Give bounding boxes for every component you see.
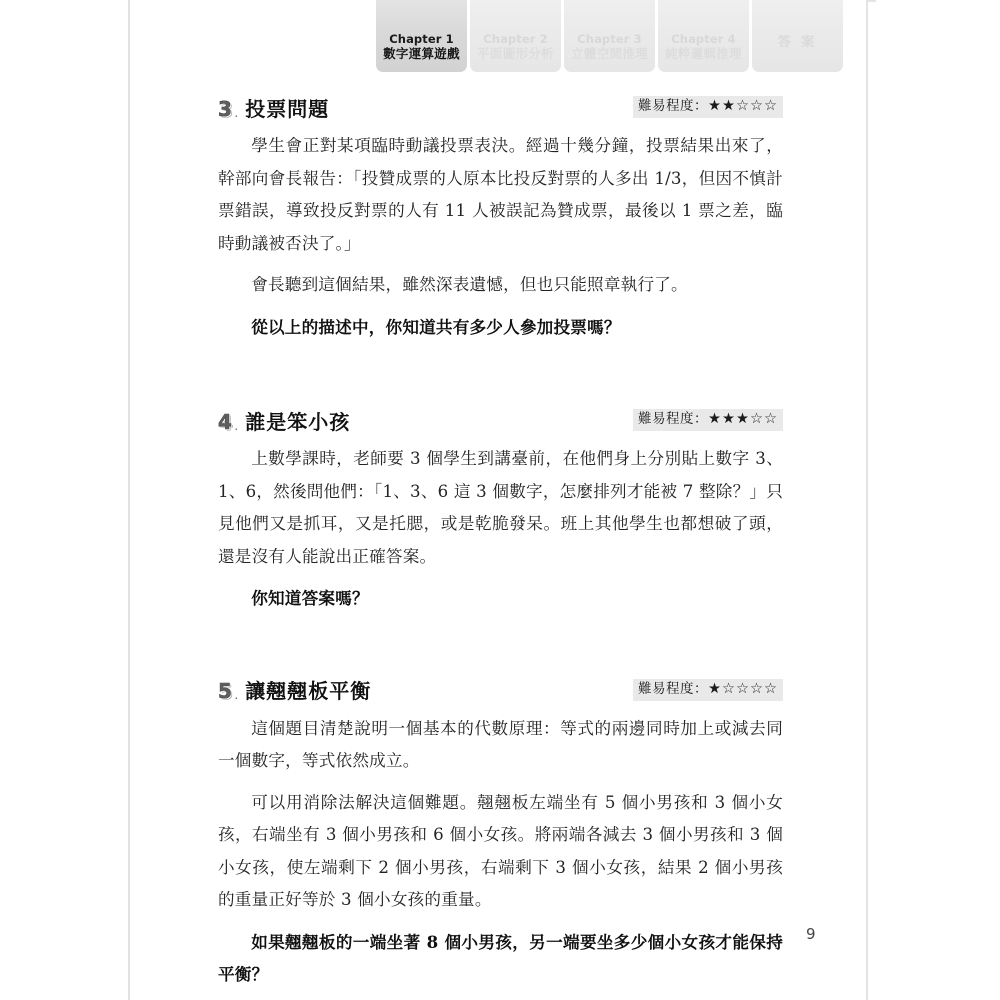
problem-3-paragraph-2: 會長聽到這個結果，雖然深表遺憾，但也只能照章執行了。 [251, 275, 688, 294]
problem-3-question: 從以上的描述中，你知道共有多少人參加投票嗎？ [251, 316, 621, 337]
tab-chapter-4-en: Chapter 4 [671, 32, 736, 46]
problem-4-question: 你知道答案嗎？ [251, 588, 369, 608]
problem-3-difficulty-label: 難易程度： [638, 98, 708, 114]
problem-5-difficulty-stars: ★☆☆☆☆ [708, 680, 778, 697]
problem-3-difficulty-badge [633, 96, 783, 118]
problem-3 [218, 92, 783, 343]
problem-4-title-wrap [218, 406, 350, 435]
problem-3-title-wrap [218, 93, 329, 122]
chapter-tab-strip [376, 0, 843, 72]
problem-5-title: 讓翹翹板平衡 [245, 679, 372, 703]
page-outer-edge [866, 0, 868, 1000]
tab-chapter-1-en: Chapter 1 [389, 32, 454, 46]
problem-3-number: 3 [218, 96, 233, 121]
problem-4-difficulty-stars: ★★★☆☆ [708, 411, 778, 427]
problem-4-number: 4 [218, 409, 233, 434]
problem-4-title: 誰是笨小孩 [245, 409, 351, 434]
tab-chapter-1[interactable] [376, 0, 467, 72]
tab-chapter-3-zh: 立體空間推理 [571, 46, 648, 61]
problem-5-number-dot: . [234, 688, 239, 702]
problem-5-paragraph-2: 可以用消除法解決這個難題。翹翹板左端坐有 5 個小男孩和 3 個小女孩，右端坐有 3 個小男孩和 6 個小女孩。將兩端各減去 3 個小男孩和 3 個小女孩，使左端剩下 2 個小男孩，右端剩下 3 個小女孩，結果 2 個小男孩的重量正好等於 3 個小女孩的重量。 [218, 792, 783, 909]
problem-5 [218, 675, 783, 991]
page-number: 9 [806, 925, 816, 943]
problem-4-number-dot: . [234, 418, 239, 433]
problem-5-title-wrap [218, 675, 371, 704]
tab-chapter-4-zh: 純粹邏輯推理 [665, 46, 742, 61]
problem-5-question: 如果翹翹板的一端坐著 8 個小男孩，另一端要坐多少個小女孩才能保持平衡？ [218, 931, 783, 984]
tab-chapter-4[interactable] [658, 0, 749, 72]
tab-chapter-1-zh: 數字運算遊戲 [383, 46, 460, 61]
problem-4-difficulty-badge [633, 409, 783, 431]
problem-3-title: 投票問題 [245, 96, 330, 121]
tab-chapter-2-zh: 平面圖形分析 [477, 46, 554, 61]
problem-5-paragraph-1: 這個題目清楚說明一個基本的代數原理：等式的兩邊同時加上或減去同一個數字，等式依然成立。 [218, 718, 783, 770]
tab-answers-zh: 答 案 [777, 35, 818, 50]
problem-4 [218, 405, 783, 615]
tab-chapter-2-en: Chapter 2 [483, 32, 548, 46]
tab-chapter-3[interactable] [564, 0, 655, 72]
tab-chapter-3-en: Chapter 3 [577, 32, 642, 46]
problem-5-number: 5 [218, 679, 233, 703]
page-spine-edge [128, 0, 130, 1000]
problem-4-difficulty-label: 難易程度： [638, 411, 708, 427]
problem-5-difficulty-badge [633, 679, 783, 701]
problem-3-difficulty-stars: ★★☆☆☆ [708, 98, 778, 114]
problem-4-paragraph-1: 上數學課時，老師要 3 個學生到講臺前，在他們身上分別貼上數字 3、1、6，然後問他們：「1、3、6 這 3 個數字，怎麼排列才能被 7 整除？」只見他們又是抓耳，又是托腮，或是乾脆發呆。班上其他學生也都想破了頭，還是沒有人能說出正確答案。 [218, 449, 783, 566]
problem-4-header [218, 405, 783, 435]
problem-5-header [218, 675, 783, 705]
page-top-edge [866, 0, 876, 2]
problem-3-number-dot: . [234, 105, 239, 120]
problem-3-paragraph-1: 學生會正對某項臨時動議投票表決。經過十幾分鐘，投票結果出來了，幹部向會長報告：「投贊成票的人原本比投反對票的人多出 1/3，但因不慎計票錯誤，導致投反對票的人有 11 人被誤記為贊成票，最後以 1 票之差，臨時動議被否決了。」 [218, 136, 783, 253]
problem-5-difficulty-label: 難易程度： [638, 680, 708, 697]
page-content [218, 92, 783, 991]
tab-answers[interactable] [752, 0, 843, 72]
tab-chapter-2[interactable] [470, 0, 561, 72]
problem-3-header [218, 92, 783, 122]
